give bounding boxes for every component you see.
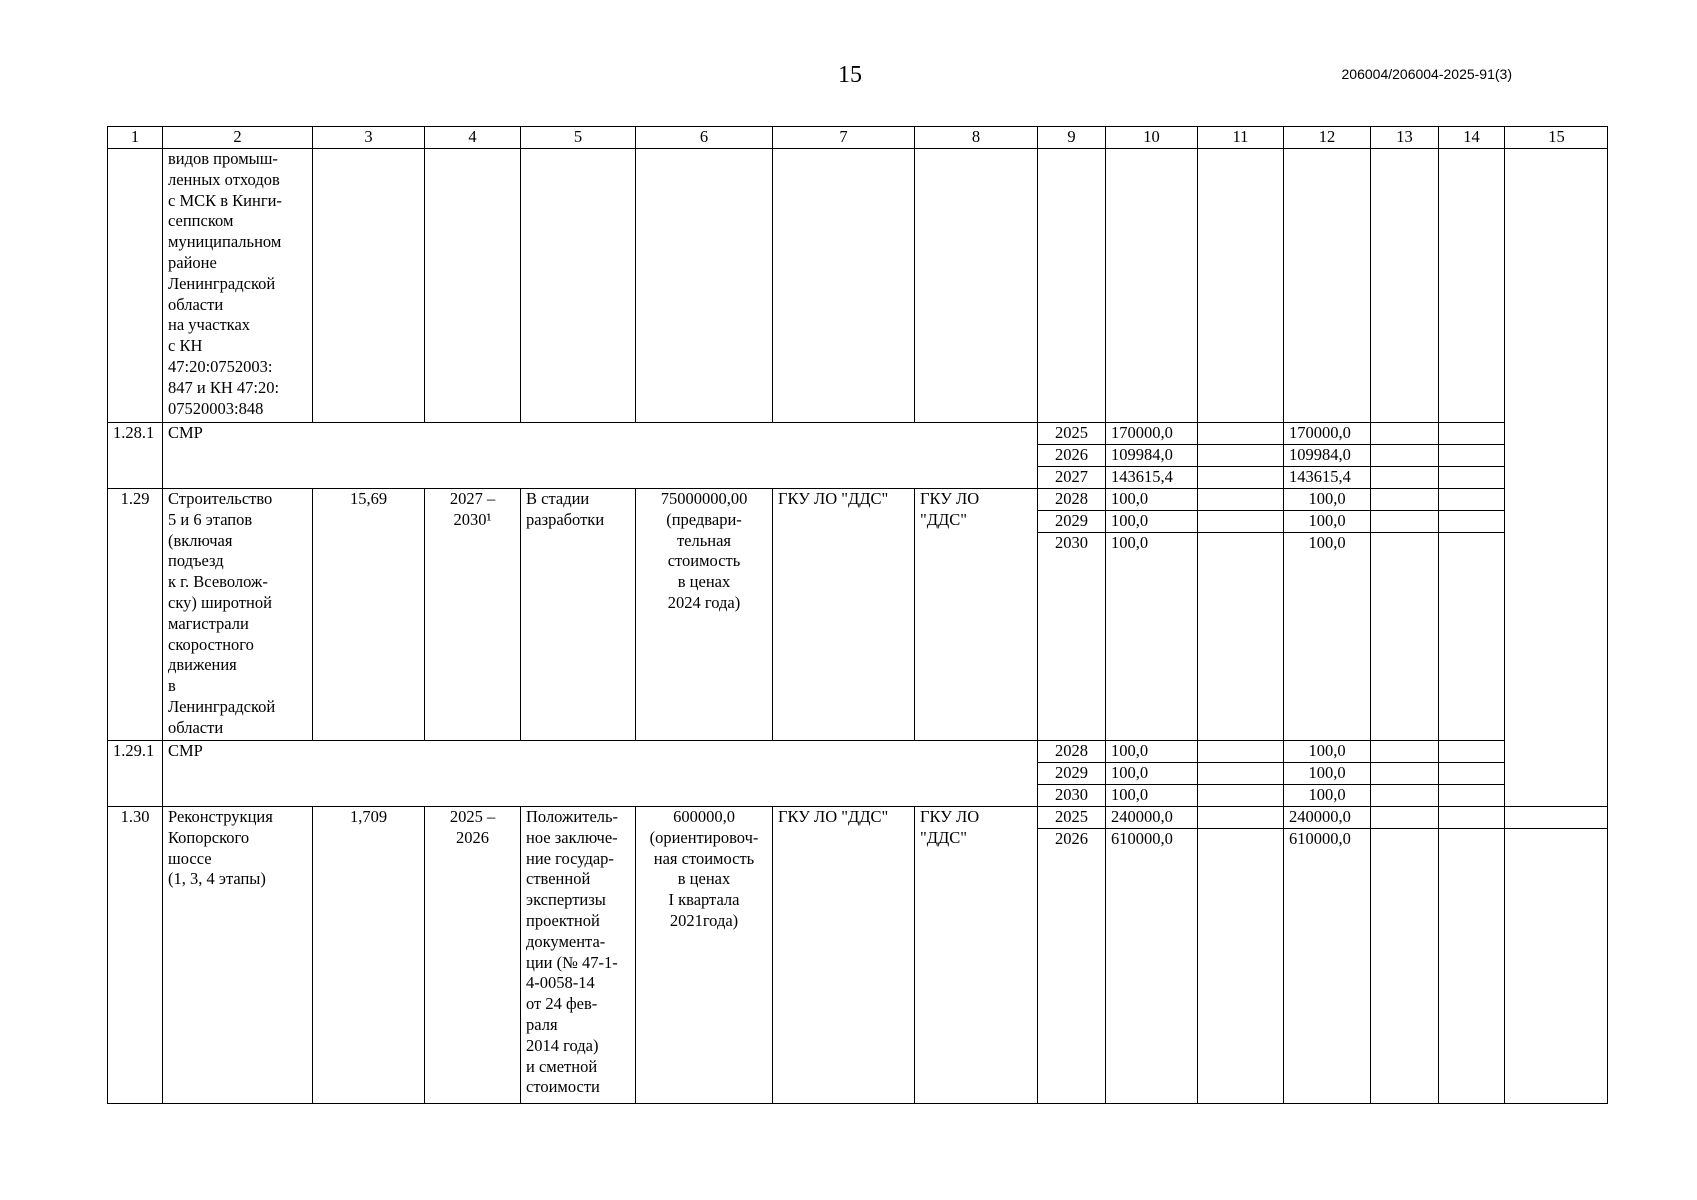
row-1-29-1-col11 <box>1197 784 1283 806</box>
row-1-28-1-col13 <box>1370 444 1438 466</box>
row-1-29-col11 <box>1197 532 1283 740</box>
row-1-28-1-col10: 109984,0 <box>1105 444 1197 466</box>
document-id: 206004/206004-2025-91(3) <box>1341 66 1512 82</box>
row-1-28-1-col14 <box>1438 444 1504 466</box>
row-1-29-year: 2030 <box>1037 532 1105 740</box>
cont-cell-5 <box>520 148 635 422</box>
row-1-30-col11 <box>1197 806 1283 828</box>
row-1-30-contractor: ГКУ ЛО "ДДС" <box>914 806 1037 1104</box>
row-1-29-1-number: 1.29.1 <box>107 740 162 806</box>
header-cell-14: 14 <box>1438 126 1504 148</box>
row-1-30-col15 <box>1504 806 1608 828</box>
row-1-29-status: В стадии разработки <box>520 488 635 740</box>
row-1-29-col12: 100,0 <box>1283 532 1370 740</box>
row-1-29-col10: 100,0 <box>1105 488 1197 510</box>
row-1-30-status: Положитель- ное заключе- ние государ- ственной экспертизы проектной документа- ции (№ 47-1- 4-0058-14 от 24 фев- раля 2014 года) и сметной стоимости <box>520 806 635 1104</box>
cont-cell-14 <box>1438 148 1504 422</box>
cont-cell-10 <box>1105 148 1197 422</box>
row-1-28-1-col13 <box>1370 422 1438 444</box>
row-1-28-1-number: 1.28.1 <box>107 422 162 488</box>
row-1-29-name: Строительство 5 и 6 этапов (включая подъезд к г. Всеволож- ску) широтной магистрали скоростного движения в Ленинградской области <box>162 488 312 740</box>
cont-object-name: видов промыш- ленных отходов с МСК в Кинги- сеппском муниципальном районе Ленинградской области на участках с КН 47:20:0752003: 847 и КН 47:20: 07520003:848 <box>162 148 312 422</box>
row-1-30-number: 1.30 <box>107 806 162 1104</box>
row-1-30-col11 <box>1197 828 1283 1104</box>
row-1-29-year: 2028 <box>1037 488 1105 510</box>
row-1-30-col13 <box>1370 806 1438 828</box>
row-1-29-col13 <box>1370 488 1438 510</box>
row-1-29-1-col10: 100,0 <box>1105 762 1197 784</box>
header-cell-1: 1 <box>107 126 162 148</box>
row-1-28-1-year: 2025 <box>1037 422 1105 444</box>
row-1-29-1-col14 <box>1438 762 1504 784</box>
cont-cell-4 <box>424 148 520 422</box>
row-1-29-period: 2027 – 2030¹ <box>424 488 520 740</box>
row-1-29-1-col10: 100,0 <box>1105 784 1197 806</box>
header-cell-2: 2 <box>162 126 312 148</box>
row-1-29-1-col11 <box>1197 762 1283 784</box>
header-cell-6: 6 <box>635 126 772 148</box>
row-1-28-1-col12: 143615,4 <box>1283 466 1370 488</box>
row-1-29-1-col14 <box>1438 784 1504 806</box>
header-cell-4: 4 <box>424 126 520 148</box>
row-1-30-cost: 600000,0 (ориентировоч- ная стоимость в ценах I квартала 2021года) <box>635 806 772 1104</box>
row-1-28-1-col11 <box>1197 444 1283 466</box>
row-1-29-number: 1.29 <box>107 488 162 740</box>
header-cell-5: 5 <box>520 126 635 148</box>
row-1-30-col15 <box>1504 828 1608 1104</box>
row-1-28-1-name: СМР <box>162 422 1037 488</box>
row-1-30-col14 <box>1438 806 1504 828</box>
row-1-30-customer: ГКУ ЛО "ДДС" <box>772 806 914 1104</box>
row-1-28-1-col14 <box>1438 422 1504 444</box>
cont-cell-1 <box>107 148 162 422</box>
row-1-29-col12: 100,0 <box>1283 488 1370 510</box>
row-1-29-col13 <box>1370 532 1438 740</box>
row-1-29-1-col13 <box>1370 784 1438 806</box>
row-1-29-1-col12: 100,0 <box>1283 740 1370 762</box>
program-table <box>107 126 1608 1104</box>
cont-cell-13 <box>1370 148 1438 422</box>
row-1-29-1-col14 <box>1438 740 1504 762</box>
row-1-29-col14 <box>1438 488 1504 510</box>
cont-cell-8 <box>914 148 1037 422</box>
row-1-28-1-col10: 143615,4 <box>1105 466 1197 488</box>
row-1-29-cost: 75000000,00 (предвари- тельная стоимость в ценах 2024 года) <box>635 488 772 740</box>
row-1-30-col13 <box>1370 828 1438 1104</box>
header-cell-8: 8 <box>914 126 1037 148</box>
cont-cell-11 <box>1197 148 1283 422</box>
cont-cell-9 <box>1037 148 1105 422</box>
row-1-28-1-col13 <box>1370 466 1438 488</box>
row-1-29-1-col13 <box>1370 762 1438 784</box>
row-1-28-1-col11 <box>1197 466 1283 488</box>
row-1-30-col14 <box>1438 828 1504 1104</box>
row-1-28-1-col12: 170000,0 <box>1283 422 1370 444</box>
row-1-29-customer: ГКУ ЛО "ДДС" <box>772 488 914 740</box>
row-1-29-1-year: 2030 <box>1037 784 1105 806</box>
row-1-29-1-year: 2028 <box>1037 740 1105 762</box>
row-1-29-contractor: ГКУ ЛО "ДДС" <box>914 488 1037 740</box>
header-cell-9: 9 <box>1037 126 1105 148</box>
row-1-29-year: 2029 <box>1037 510 1105 532</box>
row-1-29-1-col10: 100,0 <box>1105 740 1197 762</box>
row-1-28-1-col14 <box>1438 466 1504 488</box>
row-1-29-1-col12: 100,0 <box>1283 762 1370 784</box>
cont-cell-12 <box>1283 148 1370 422</box>
header-cell-11: 11 <box>1197 126 1283 148</box>
header-cell-10: 10 <box>1105 126 1197 148</box>
row-1-29-1-col13 <box>1370 740 1438 762</box>
row-1-30-col10: 240000,0 <box>1105 806 1197 828</box>
header-cell-7: 7 <box>772 126 914 148</box>
row-1-29-col11 <box>1197 510 1283 532</box>
row-1-30-col12: 240000,0 <box>1283 806 1370 828</box>
header-cell-13: 13 <box>1370 126 1438 148</box>
row-1-29-col12: 100,0 <box>1283 510 1370 532</box>
row-1-29-col10: 100,0 <box>1105 532 1197 740</box>
cont-cell-6 <box>635 148 772 422</box>
row-1-28-1-col10: 170000,0 <box>1105 422 1197 444</box>
row-1-30-col10: 610000,0 <box>1105 828 1197 1104</box>
page-number: 15 <box>838 62 862 88</box>
header-cell-15: 15 <box>1504 126 1608 148</box>
cont-cell-7 <box>772 148 914 422</box>
cont-cell-3 <box>312 148 424 422</box>
row-1-30-period: 2025 – 2026 <box>424 806 520 1104</box>
row-1-30-length: 1,709 <box>312 806 424 1104</box>
row-1-30-year: 2026 <box>1037 828 1105 1104</box>
row-1-29-1-name: СМР <box>162 740 1037 806</box>
row-1-28-1-col12: 109984,0 <box>1283 444 1370 466</box>
row-1-29-1-year: 2029 <box>1037 762 1105 784</box>
row-1-30-name: Реконструкция Копорского шоссе (1, 3, 4 этапы) <box>162 806 312 1104</box>
row-1-30-col12: 610000,0 <box>1283 828 1370 1104</box>
header-cell-3: 3 <box>312 126 424 148</box>
row-1-30-year: 2025 <box>1037 806 1105 828</box>
row-1-29-1-col12: 100,0 <box>1283 784 1370 806</box>
row-1-29-length: 15,69 <box>312 488 424 740</box>
row-1-29-col14 <box>1438 532 1504 740</box>
row-1-28-1-year: 2026 <box>1037 444 1105 466</box>
row-1-29-col14 <box>1438 510 1504 532</box>
row-1-28-1-col11 <box>1197 422 1283 444</box>
header-cell-12: 12 <box>1283 126 1370 148</box>
row-1-29-1-col11 <box>1197 740 1283 762</box>
row-1-29-col11 <box>1197 488 1283 510</box>
row-1-29-col13 <box>1370 510 1438 532</box>
row-1-29-col10: 100,0 <box>1105 510 1197 532</box>
row-1-28-1-year: 2027 <box>1037 466 1105 488</box>
